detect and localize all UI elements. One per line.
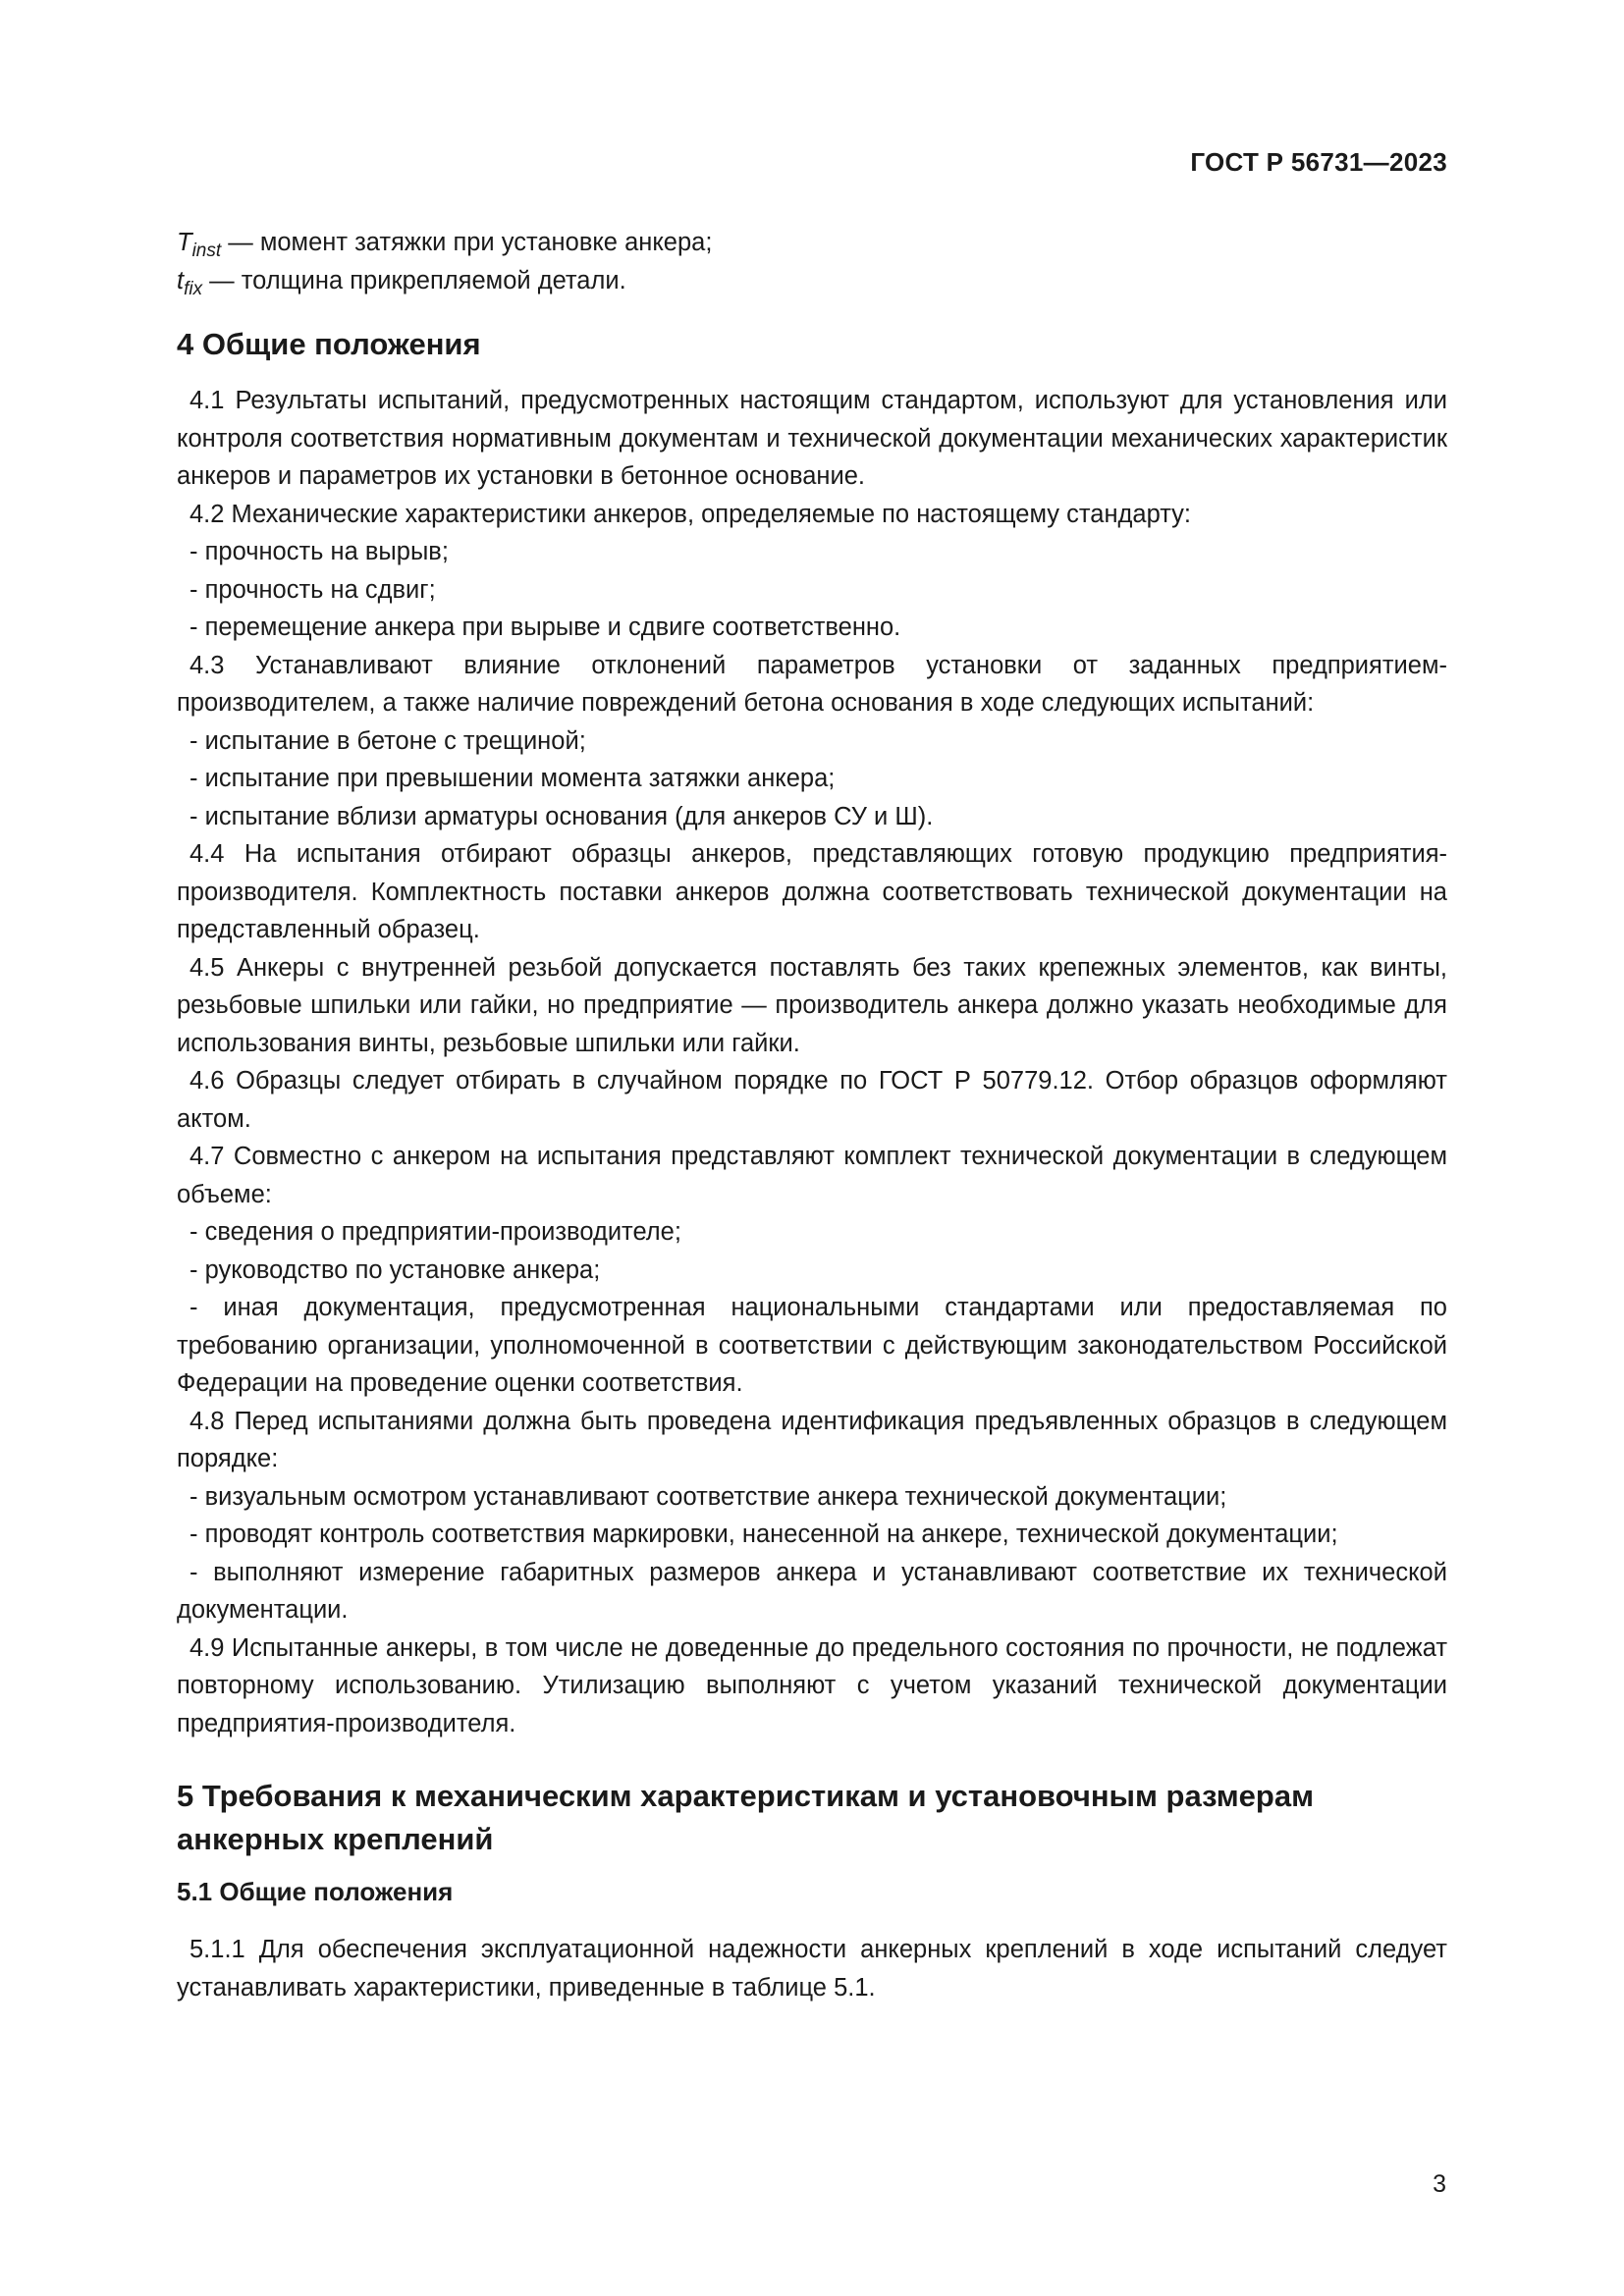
list-item: - сведения о предприятии-производителе; [189, 1218, 681, 1246]
clause-4-6: 4.6 Образцы следует отбирать в случайном порядке по ГОСТ Р 50779.12. Отбор образцов оформляют актом. [177, 1067, 1447, 1133]
symbol-description: — толщина прикрепляемой детали. [202, 266, 626, 294]
symbol-subscript: fix [184, 278, 203, 299]
symbol-description: — момент затяжки при установке анкера; [221, 229, 713, 256]
list-item: - руководство по установке анкера; [189, 1255, 601, 1284]
symbol-main: t [177, 266, 185, 294]
page-number: 3 [1433, 2170, 1446, 2198]
section-4-heading: 4 Общие положения [177, 327, 481, 361]
list-item: - иная документация, предусмотренная национальными стандартами или предоставляемая по требованию организации, уполномоченной в соответствии с действующим законодательством Российской Федерации на проведение оценки соответствия. [177, 1294, 1447, 1397]
clause-4-3: 4.3 Устанавливают влияние отклонений параметров установки от заданных предприятием-производителем, а также наличие повреждений бетона основания в ходе следующих испытаний: [177, 651, 1447, 717]
list-item: - проводят контроль соответствия маркировки, нанесенной на анкере, технической документации; [189, 1521, 1338, 1548]
list-item: - испытание в бетоне с трещиной; [189, 726, 586, 755]
symbol-main: T [177, 229, 192, 256]
list-item: - прочность на вырыв; [189, 538, 449, 565]
clause-5-1-1: 5.1.1 Для обеспечения эксплуатационной надежности анкерных креплений в ходе испытаний следует устанавливать характеристики, приведенные в таблице 5.1. [177, 1936, 1447, 2002]
list-item: - испытание при превышении момента затяжки анкера; [189, 765, 836, 792]
clause-4-1: 4.1 Результаты испытаний, предусмотренных настоящим стандартом, используют для установления или контроля соответствия нормативным документам и технической документации механических характеристик анкеров и параметров их установки в бетонное основание. [177, 387, 1447, 490]
subsection-5-1-heading: 5.1 Общие положения [177, 1877, 454, 1906]
list-item: - прочность на сдвиг; [189, 575, 436, 604]
symbol-subscript: inst [191, 240, 222, 261]
clause-4-7: 4.7 Совместно с анкером на испытания представляют комплект технической документации в следующем объеме: [177, 1143, 1447, 1208]
clause-4-2: 4.2 Механические характеристики анкеров, определяемые по настоящему стандарту: [189, 500, 1192, 528]
list-item: - выполняют измерение габаритных размеров анкера и устанавливают соответствие их технической документации. [177, 1558, 1447, 1624]
section-5-heading: 5 Требования к механическим характеристикам и установочным размерам анкерных креплений [177, 1779, 1315, 1856]
clause-4-5: 4.5 Анкеры с внутренней резьбой допускается поставлять без таких крепежных элементов, как винты, резьбовые шпильки или гайки, но предприятие — производитель анкера должно указать необходимые для использования винты, резьбовые шпильки или гайки. [177, 953, 1447, 1057]
clause-4-4: 4.4 На испытания отбирают образцы анкеров, представляющих готовую продукцию предприятия-производителя. Комплектность поставки анкеров должна соответствовать технической документации на представленный образец. [177, 840, 1447, 943]
list-item: - перемещение анкера при вырыве и сдвиге соответственно. [189, 614, 901, 641]
standard-number-header: ГОСТ Р 56731—2023 [1190, 147, 1447, 177]
symbol-definition-t-fix [177, 262, 1447, 300]
clause-4-8: 4.8 Перед испытаниями должна быть проведена идентификация предъявленных образцов в следующем порядке: [177, 1407, 1447, 1472]
list-item: - визуальным осмотром устанавливают соответствие анкера технической документации; [189, 1482, 1227, 1511]
page-content [177, 224, 1447, 2006]
list-item: - испытание вблизи арматуры основания (для анкеров СУ и Ш). [189, 802, 934, 830]
symbol-definition-t-inst [177, 224, 1447, 262]
clause-4-9: 4.9 Испытанные анкеры, в том числе не доведенные до предельного состояния по прочности, не подлежат повторному использованию. Утилизацию выполняют с учетом указаний технической документации предприятия-производителя. [177, 1633, 1447, 1737]
